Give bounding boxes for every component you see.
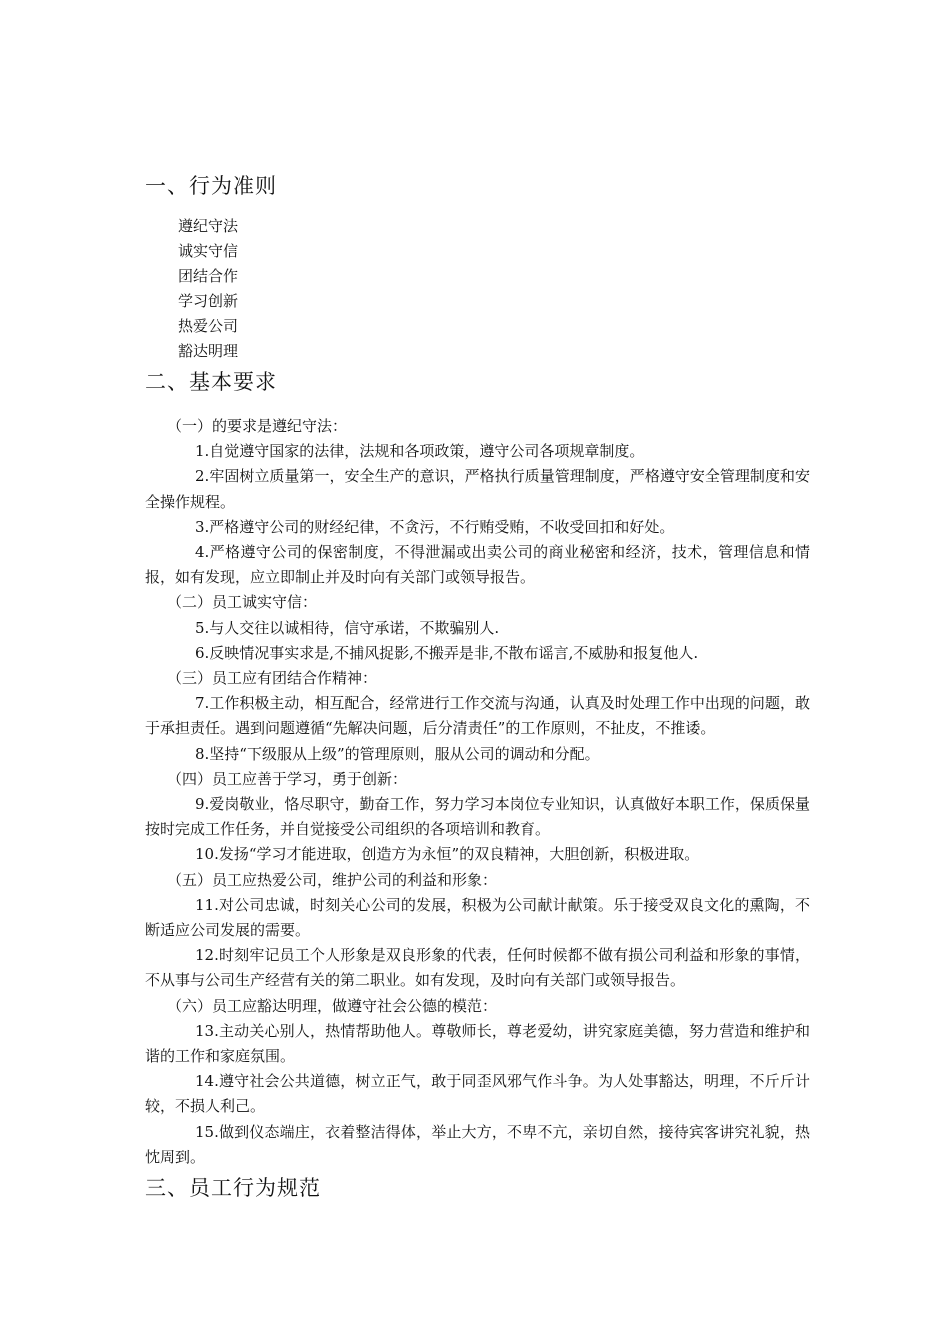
principles-list [178,214,810,364]
requirement-item: 9.爱岗敬业，恪尽职守，勤奋工作，努力学习本岗位专业知识，认真做好本职工作，保质保量按时完成工作任务，并自觉接受公司组织的各项培训和教育。 [145,795,810,839]
requirement-item: 4.严格遵守公司的保密制度，不得泄漏或出卖公司的商业秘密和经济，技术，管理信息和情报，如有发现，应立即制止并及时向有关部门或领导报告。 [145,543,810,587]
requirement-item: 13.主动关心别人，热情帮助他人。尊敬师长，尊老爱幼，讲究家庭美德，努力营造和维护和谐的工作和家庭氛围。 [145,1021,810,1066]
requirement-item: 1.自觉遵守国家的法律，法规和各项政策，遵守公司各项规章制度。 [195,442,645,461]
requirement-item: 3.严格遵守公司的财经纪律，不贪污，不行贿受贿，不收受回扣和好处。 [195,517,675,536]
subsection-heading: （三）员工应有团结合作精神： [167,669,378,688]
subsection-heading: （五）员工应热爱公司，维护公司的利益和形象： [167,870,498,889]
requirements-body [145,414,810,1170]
requirement-item: 14.遵守社会公共道德，树立正气，敢于同歪风邪气作斗争。为人处事豁达，明理，不斤斤计较，不损人利己。 [145,1072,810,1116]
requirement-item: 12.时刻牢记员工个人形象是双良形象的代表，任何时候都不做有损公司利益和形象的事情，不从事与公司生产经营有关的第二职业。如有发现，及时向有关部门或领导报告。 [145,946,810,990]
requirement-item: 15.做到仪态端庄，衣着整洁得体，举止大方，不卑不亢，亲切自然，接待宾客讲究礼貌，热忱周到。 [145,1122,810,1166]
subsection-heading: （四）员工应善于学习，勇于创新： [167,769,408,788]
requirement-item: 6.反映情况事实求是,不捕风捉影,不搬弄是非,不散布谣言,不威胁和报复他人. [195,643,699,662]
requirement-item: 2.牢固树立质量第一，安全生产的意识，严格执行质量管理制度，严格遵守安全管理制度和安全操作规程。 [145,467,810,511]
subsection-heading: （六）员工应豁达明理，做遵守社会公德的模范： [167,996,498,1015]
principle-item: 学习创新 [178,292,239,310]
subsection-heading: （二）员工诚实守信： [167,593,318,612]
section-heading-conduct-principles: 一、行为准则 [145,174,277,198]
principle-item: 豁达明理 [178,342,239,360]
principle-item: 热爱公司 [178,317,239,335]
requirement-item: 11.对公司忠诚，时刻关心公司的发展，积极为公司献计献策。乐于接受双良文化的熏陶，不断适应公司发展的需要。 [145,895,810,940]
requirement-item: 5.与人交往以诚相待，信守承诺，不欺骗别人. [195,618,500,637]
principle-item: 遵纪守法 [178,217,239,235]
subsection-heading: （一）的要求是遵纪守法： [167,417,348,435]
principle-item: 诚实守信 [178,242,239,260]
requirement-item: 10.发扬“学习才能进取，创造方为永恒”的双良精神，大胆创新，积极进取。 [195,845,700,864]
section-heading-basic-requirements: 二、基本要求 [145,370,277,394]
requirement-item: 7.工作积极主动，相互配合，经常进行工作交流与沟通，认真及时处理工作中出现的问题，敢于承担责任。遇到问题遵循“先解决问题，后分清责任”的工作原则，不扯皮，不推诿。 [145,694,810,738]
section-heading-behavior-standards: 三、员工行为规范 [145,1176,321,1201]
requirement-item: 8.坚持“下级服从上级”的管理原则，服从公司的调动和分配。 [195,744,600,763]
document-page [145,170,810,1204]
principle-item: 团结合作 [178,267,239,285]
